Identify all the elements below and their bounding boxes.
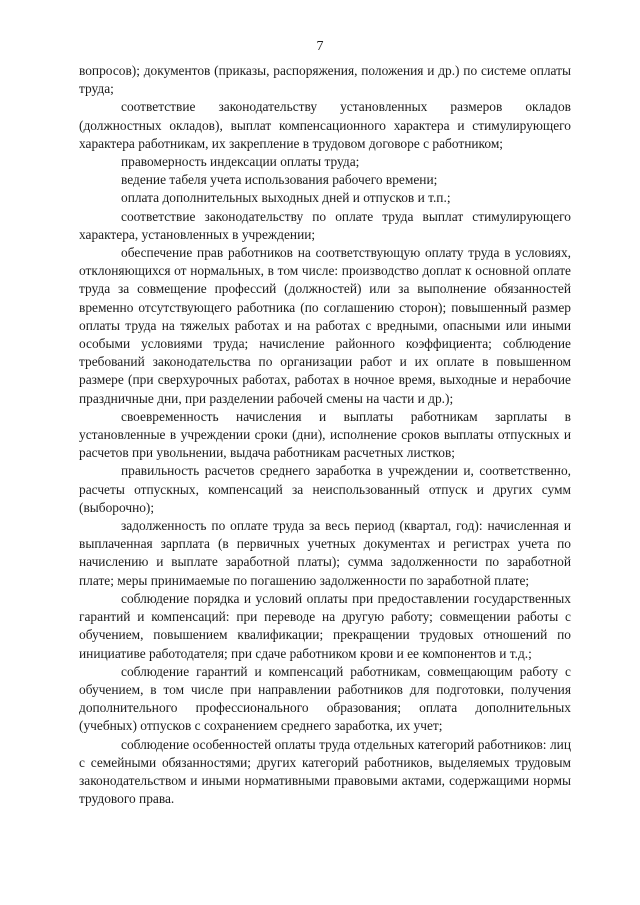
- paragraph-2: соответствие законодательству установленных размеров окладов (должностных окладов), выплат компенсационного характера и стимулирующего характера работникам, их закрепление в трудовом договоре с работником;: [79, 99, 571, 151]
- paragraph-7: обеспечение прав работников на соответствующую оплату труда в условиях, отклоняющихся от нормальных, в том числе: производство доплат к основной оплате труда за совмещение профессий (должностей) или за выполнение обязанностей временно отсутствующего работника (по соглашению сторон); повышенный размер оплаты труда на тяжелых работах и на работах с вредными, опасными или иными особыми условиями труда; начисление районного коэффициента; соблюдение требований законодательства по организации работ и их оплате в повышенном размере (при сверхурочных работах, работах в ночное время, выходные и нерабочие праздничные дни, при разделении рабочей смены на части и др.);: [79, 245, 571, 406]
- paragraph-9: правильность расчетов среднего заработка в учреждении и, соответственно, расчеты отпускных, компенсаций за неиспользованный отпуск и других сумм (выборочно);: [79, 463, 571, 515]
- paragraph-10: задолженность по оплате труда за весь период (квартал, год): начисленная и выплаченная зарплата (в первичных учетных документах и регистрах учета по начислению и выплате заработной платы); сумма задолженности по заработной плате; меры принимаемые по погашению задолженности по заработной плате;: [79, 518, 571, 588]
- paragraph-4: ведение табеля учета использования рабочего времени;: [121, 172, 438, 188]
- paragraph-8: своевременность начисления и выплаты работникам зарплаты в установленные в учреждении сроки (дни), исполнение сроков выплаты отпускных и расчетов при увольнении, выдача работникам расчетных листков;: [79, 408, 571, 461]
- page-number: 7: [316, 39, 324, 54]
- paragraph-1: вопросов); документов (приказы, распоряжения, положения и др.) по системе оплаты труда;: [79, 63, 571, 97]
- paragraph-12: соблюдение гарантий и компенсаций работникам, совмещающим работу с обучением, в том числе при направлении работников для подготовки, получения дополнительного профессионального образования; оплата дополнительных (учебных) отпусков с сохранением среднего заработка, их учет;: [79, 663, 571, 734]
- paragraph-6: соответствие законодательству по оплате труда выплат стимулирующего характера, установленных в учреждении;: [79, 208, 571, 242]
- paragraph-11: соблюдение порядка и условий оплаты при предоставлении государственных гарантий и компенсаций: при переводе на другую работу; совмещении работы с обучением, повышением квалификации; прекращении трудовых отношений по инициативе работодателя; при сдаче работником крови и ее компонентов и т.д.;: [79, 590, 571, 661]
- paragraph-5: оплата дополнительных выходных дней и отпусков и т.п.;: [121, 190, 451, 206]
- paragraph-13: соблюдение особенностей оплаты труда отдельных категорий работников: лиц с семейными обязанностями; других категорий работников, выделяемых трудовым законодательством и иными нормативными правовыми актами, содержащими нормы трудового права.: [79, 736, 571, 807]
- paragraph-3: правомерность индексации оплаты труда;: [121, 154, 360, 170]
- document-body: [79, 62, 571, 808]
